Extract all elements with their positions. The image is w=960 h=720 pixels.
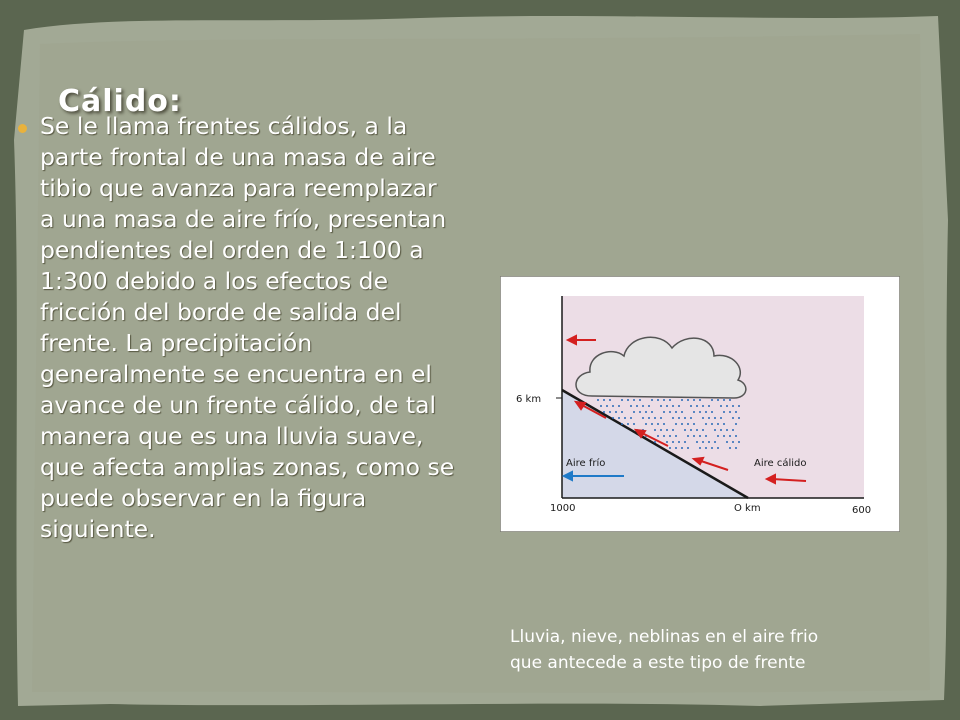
rain-dot — [669, 435, 671, 437]
rain-dot — [642, 405, 644, 407]
rain-dot — [711, 411, 713, 413]
rain-dot — [729, 399, 731, 401]
rain-dot — [675, 423, 677, 425]
cold-air-label: Aire frío — [566, 458, 606, 469]
rain-dot — [597, 399, 599, 401]
rain-dot — [612, 417, 614, 419]
rain-dot — [666, 429, 668, 431]
rain-dot — [681, 399, 683, 401]
rain-dot — [606, 405, 608, 407]
rain-dot — [663, 411, 665, 413]
rain-dot — [690, 429, 692, 431]
rain-dot — [723, 411, 725, 413]
rain-dot — [636, 405, 638, 407]
rain-dot — [738, 417, 740, 419]
rain-dot — [675, 435, 677, 437]
rain-dot — [675, 411, 677, 413]
rain-dot — [672, 405, 674, 407]
rain-dot — [711, 447, 713, 449]
rain-dot — [678, 441, 680, 443]
rain-dot — [726, 429, 728, 431]
rain-dot — [735, 435, 737, 437]
rain-dot — [717, 423, 719, 425]
rain-dot — [732, 405, 734, 407]
rain-dot — [708, 405, 710, 407]
rain-dot — [702, 417, 704, 419]
rain-dot — [672, 429, 674, 431]
rain-dot — [657, 399, 659, 401]
rain-dot — [657, 423, 659, 425]
rain-dot — [714, 429, 716, 431]
rain-dot — [621, 411, 623, 413]
rain-dot — [702, 405, 704, 407]
rain-dot — [693, 435, 695, 437]
center-distance-label: O km — [734, 503, 761, 514]
rain-dot — [627, 399, 629, 401]
rain-dot — [705, 411, 707, 413]
rain-dot — [735, 423, 737, 425]
rain-dot — [621, 423, 623, 425]
rain-dot — [669, 399, 671, 401]
rain-dot — [648, 405, 650, 407]
rain-dot — [642, 417, 644, 419]
rain-dot — [672, 417, 674, 419]
rain-dot — [633, 411, 635, 413]
rain-dot — [699, 435, 701, 437]
figure-caption — [510, 624, 910, 676]
rain-dot — [654, 441, 656, 443]
rain-dot — [708, 441, 710, 443]
rain-dot — [720, 405, 722, 407]
rain-dot — [660, 429, 662, 431]
rain-dot — [729, 435, 731, 437]
rain-dot — [735, 411, 737, 413]
rain-dot — [603, 399, 605, 401]
rain-dot — [711, 423, 713, 425]
rain-dot — [696, 429, 698, 431]
rain-dot — [702, 441, 704, 443]
rain-dot — [687, 423, 689, 425]
rain-dot — [678, 405, 680, 407]
rain-dot — [717, 435, 719, 437]
bullet-dot-icon — [18, 124, 27, 133]
rain-dot — [681, 411, 683, 413]
rain-dot — [705, 435, 707, 437]
rain-dot — [699, 399, 701, 401]
rain-dot — [648, 417, 650, 419]
caption-line-1: Lluvia, nieve, neblinas en el aire frio — [510, 627, 819, 647]
rain-dot — [639, 411, 641, 413]
warm-air-label: Aire cálido — [754, 458, 807, 469]
rain-dot — [669, 411, 671, 413]
rain-dot — [687, 399, 689, 401]
rain-dot — [675, 447, 677, 449]
rain-dot — [717, 399, 719, 401]
rain-dot — [723, 423, 725, 425]
rain-dot — [693, 411, 695, 413]
rain-dot — [654, 417, 656, 419]
rain-dot — [666, 441, 668, 443]
rain-dot — [690, 417, 692, 419]
rain-dot — [669, 447, 671, 449]
rain-dot — [672, 441, 674, 443]
rain-dot — [714, 417, 716, 419]
slide-title: Cálido: — [58, 84, 182, 119]
rain-dot — [651, 423, 653, 425]
height-label: 6 km — [516, 394, 542, 405]
right-distance-label: 600 — [852, 505, 872, 516]
rain-dot — [711, 399, 713, 401]
left-distance-label: 1000 — [550, 503, 576, 514]
bullet-list — [18, 111, 458, 545]
rain-dot — [618, 417, 620, 419]
rain-dot — [651, 399, 653, 401]
rain-dot — [723, 399, 725, 401]
rain-dot — [600, 405, 602, 407]
rain-dot — [738, 405, 740, 407]
rain-dot — [723, 435, 725, 437]
rain-dot — [654, 429, 656, 431]
rain-dot — [714, 441, 716, 443]
rain-dot — [663, 399, 665, 401]
body-text: Se le llama frentes cálidos, a la parte frontal de una masa de aire tibio que avanza para reemplazar a una masa de aire frío, presentan pendientes del orden de 1:100 a 1:300 debido a los efectos de fricción del borde de salida del frente. La precipitación generalmente se encuentra en el avance de un frente cálido, de tal manera que es una lluvia suave, que afecta amplias zonas, como se puede observar en la figura siguiente. — [40, 112, 455, 543]
rain-dot — [609, 399, 611, 401]
rain-dot — [678, 417, 680, 419]
rain-dot — [720, 417, 722, 419]
rain-dot — [699, 411, 701, 413]
rain-dot — [732, 417, 734, 419]
rain-dot — [609, 411, 611, 413]
rain-dot — [618, 405, 620, 407]
rain-dot — [621, 399, 623, 401]
rain-dot — [645, 423, 647, 425]
rain-dot — [663, 423, 665, 425]
rain-dot — [657, 435, 659, 437]
rain-dot — [726, 405, 728, 407]
rain-dot — [690, 405, 692, 407]
rain-dot — [693, 423, 695, 425]
caption-line-2: que antecede a este tipo de frente — [510, 653, 806, 673]
rain-dot — [735, 447, 737, 449]
rain-dot — [696, 441, 698, 443]
rain-dot — [639, 399, 641, 401]
rain-dot — [693, 399, 695, 401]
rain-dot — [603, 411, 605, 413]
rain-dot — [681, 447, 683, 449]
rain-dot — [612, 405, 614, 407]
rain-dot — [705, 423, 707, 425]
rain-dot — [663, 435, 665, 437]
rain-dot — [687, 435, 689, 437]
rain-dot — [615, 411, 617, 413]
rain-dot — [630, 405, 632, 407]
rain-dot — [624, 417, 626, 419]
rain-dot — [651, 411, 653, 413]
rain-dot — [630, 417, 632, 419]
rain-dot — [687, 447, 689, 449]
rain-dot — [660, 417, 662, 419]
warm-front-diagram — [500, 276, 900, 532]
rain-dot — [720, 429, 722, 431]
rain-dot — [627, 423, 629, 425]
rain-dot — [732, 441, 734, 443]
rain-dot — [633, 399, 635, 401]
rain-dot — [705, 447, 707, 449]
rain-dot — [702, 429, 704, 431]
rain-dot — [684, 429, 686, 431]
rain-dot — [708, 417, 710, 419]
rain-dot — [732, 429, 734, 431]
rain-dot — [660, 405, 662, 407]
rain-dot — [738, 441, 740, 443]
rain-dot — [726, 441, 728, 443]
rain-dot — [699, 447, 701, 449]
rain-dot — [666, 405, 668, 407]
rain-dot — [729, 447, 731, 449]
rain-dot — [717, 447, 719, 449]
bullet-item — [18, 111, 458, 545]
rain-dot — [633, 423, 635, 425]
rain-dot — [681, 423, 683, 425]
rain-dot — [684, 441, 686, 443]
rain-dot — [684, 417, 686, 419]
rain-dot — [696, 405, 698, 407]
rain-dot — [645, 411, 647, 413]
rain-dot — [729, 411, 731, 413]
